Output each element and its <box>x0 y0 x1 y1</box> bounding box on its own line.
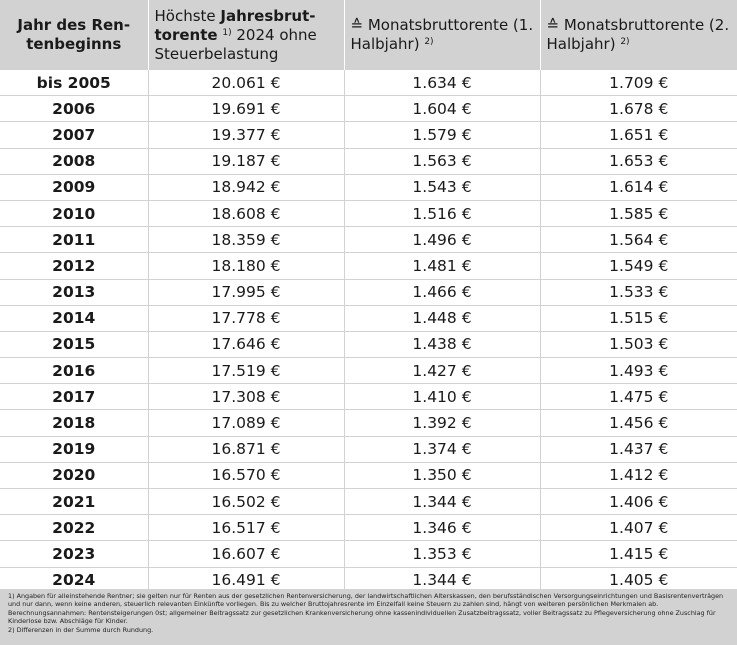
cell-monthly-h1: 1.466 € <box>344 279 540 305</box>
cell-monthly-h1: 1.496 € <box>344 227 540 253</box>
table-row <box>0 148 737 174</box>
cell-year: 2016 <box>0 358 148 384</box>
footnotes <box>0 589 737 645</box>
cell-year: 2014 <box>0 305 148 331</box>
cell-monthly-h1: 1.634 € <box>344 70 540 96</box>
cell-year: 2012 <box>0 253 148 279</box>
header-monthly-h1-label: ≙ Monatsbruttorente (1. Halbjahr) <box>350 16 534 53</box>
table-row <box>0 70 737 96</box>
table-header-row <box>0 0 737 70</box>
cell-monthly-h2: 1.653 € <box>540 148 737 174</box>
cell-monthly-h2: 1.585 € <box>540 200 737 226</box>
cell-year: 2015 <box>0 331 148 357</box>
cell-monthly-h2: 1.415 € <box>540 541 737 567</box>
cell-year: 2007 <box>0 122 148 148</box>
table-row <box>0 331 737 357</box>
cell-monthly-h1: 1.353 € <box>344 541 540 567</box>
table-row <box>0 541 737 567</box>
header-annual-pension <box>148 0 344 70</box>
cell-monthly-h2: 1.533 € <box>540 279 737 305</box>
cell-monthly-h2: 1.437 € <box>540 436 737 462</box>
cell-year: 2021 <box>0 489 148 515</box>
cell-monthly-h2: 1.475 € <box>540 384 737 410</box>
header-annual-pre: Höchste <box>154 6 221 25</box>
cell-monthly-h1: 1.516 € <box>344 200 540 226</box>
cell-monthly-h2: 1.406 € <box>540 489 737 515</box>
cell-monthly-h1: 1.410 € <box>344 384 540 410</box>
cell-annual: 17.519 € <box>148 358 344 384</box>
table-row <box>0 305 737 331</box>
cell-annual: 18.359 € <box>148 227 344 253</box>
header-annual-sup: 1) <box>222 27 232 38</box>
cell-annual: 18.942 € <box>148 174 344 200</box>
cell-year: 2013 <box>0 279 148 305</box>
footnote-2: 2) Differenzen in der Summe durch Rundung. <box>8 625 154 634</box>
table-row <box>0 358 737 384</box>
cell-monthly-h1: 1.579 € <box>344 122 540 148</box>
cell-year: 2011 <box>0 227 148 253</box>
cell-monthly-h2: 1.549 € <box>540 253 737 279</box>
cell-monthly-h2: 1.407 € <box>540 515 737 541</box>
table-row <box>0 410 737 436</box>
cell-year: bis 2005 <box>0 70 148 96</box>
cell-monthly-h1: 1.392 € <box>344 410 540 436</box>
cell-monthly-h2: 1.564 € <box>540 227 737 253</box>
header-monthly-h1 <box>344 0 540 70</box>
footnote-1: 1) Angaben für alleinstehende Rentner; sie gelten nur für Renten aus der gesetzlichen Rentenversicherung, der landwirtschaftlichen Alterskassen, den berufsständischen Versorgungseinrichtungen und Basisrentenverträgen und nur dann, wenn keine anderen, steuerlich relevanten Einkünfte vorliegen. Bis zu welcher Bruttojahresrente im Einzelfall keine Steuern zu zahlen sind, hängt von weiteren persönlichen Merkmalen ab. Berechnungsannahmen: Rentensteigerungen 0st; allgemeiner Beitragssatz zur gesetzlichen Krankenversicherung ohne kassenindividuellen Zusatzbeitragssatz, voller Beitragssatz zu Pflegeversicherung ohne Zuschlag für Kinderlose bzw. Abschläge für Kinder. <box>8 592 724 626</box>
table-row <box>0 96 737 122</box>
cell-monthly-h1: 1.344 € <box>344 489 540 515</box>
cell-annual: 16.871 € <box>148 436 344 462</box>
cell-monthly-h1: 1.481 € <box>344 253 540 279</box>
cell-monthly-h1: 1.427 € <box>344 358 540 384</box>
cell-year: 2006 <box>0 96 148 122</box>
table-row <box>0 489 737 515</box>
cell-monthly-h2: 1.678 € <box>540 96 737 122</box>
header-monthly-h2-label: ≙ Monatsbruttorente (2. Halbjahr) <box>546 16 730 53</box>
cell-monthly-h1: 1.563 € <box>344 148 540 174</box>
table-row <box>0 279 737 305</box>
cell-annual: 19.377 € <box>148 122 344 148</box>
cell-annual: 17.995 € <box>148 279 344 305</box>
cell-annual: 17.646 € <box>148 331 344 357</box>
cell-monthly-h1: 1.350 € <box>344 462 540 488</box>
cell-monthly-h2: 1.405 € <box>540 567 737 593</box>
table-row <box>0 384 737 410</box>
cell-monthly-h1: 1.604 € <box>344 96 540 122</box>
cell-monthly-h2: 1.651 € <box>540 122 737 148</box>
cell-year: 2017 <box>0 384 148 410</box>
cell-year: 2020 <box>0 462 148 488</box>
cell-annual: 17.778 € <box>148 305 344 331</box>
cell-annual: 16.491 € <box>148 567 344 593</box>
cell-year: 2022 <box>0 515 148 541</box>
cell-monthly-h1: 1.448 € <box>344 305 540 331</box>
cell-monthly-h1: 1.346 € <box>344 515 540 541</box>
table-row <box>0 200 737 226</box>
cell-year: 2023 <box>0 541 148 567</box>
cell-monthly-h2: 1.412 € <box>540 462 737 488</box>
table-row <box>0 436 737 462</box>
cell-monthly-h2: 1.503 € <box>540 331 737 357</box>
cell-year: 2019 <box>0 436 148 462</box>
header-monthly-h2 <box>540 0 737 70</box>
cell-monthly-h2: 1.493 € <box>540 358 737 384</box>
table-row <box>0 227 737 253</box>
cell-annual: 19.187 € <box>148 148 344 174</box>
cell-annual: 16.502 € <box>148 489 344 515</box>
header-year: Jahr des Ren-tenbeginns <box>0 0 148 70</box>
header-monthly-h1-sup: 2) <box>424 37 434 47</box>
cell-annual: 16.570 € <box>148 462 344 488</box>
cell-year: 2018 <box>0 410 148 436</box>
table-row <box>0 515 737 541</box>
cell-monthly-h1: 1.438 € <box>344 331 540 357</box>
cell-monthly-h1: 1.374 € <box>344 436 540 462</box>
cell-annual: 16.517 € <box>148 515 344 541</box>
cell-annual: 16.607 € <box>148 541 344 567</box>
cell-monthly-h1: 1.543 € <box>344 174 540 200</box>
header-monthly-h2-sup: 2) <box>620 37 630 47</box>
table-row <box>0 122 737 148</box>
cell-year: 2008 <box>0 148 148 174</box>
cell-year: 2024 <box>0 567 148 593</box>
cell-annual: 18.180 € <box>148 253 344 279</box>
header-annual-post: 2024 ohne Steuerbelastung <box>154 25 317 63</box>
header-annual-bold: Jahresbrut-torente <box>154 6 316 44</box>
cell-annual: 17.308 € <box>148 384 344 410</box>
cell-year: 2009 <box>0 174 148 200</box>
cell-monthly-h2: 1.456 € <box>540 410 737 436</box>
cell-monthly-h2: 1.614 € <box>540 174 737 200</box>
cell-annual: 17.089 € <box>148 410 344 436</box>
cell-monthly-h1: 1.344 € <box>344 567 540 593</box>
table-row <box>0 253 737 279</box>
table-row <box>0 174 737 200</box>
table-row <box>0 462 737 488</box>
cell-monthly-h2: 1.709 € <box>540 70 737 96</box>
cell-year: 2010 <box>0 200 148 226</box>
cell-monthly-h2: 1.515 € <box>540 305 737 331</box>
cell-annual: 19.691 € <box>148 96 344 122</box>
cell-annual: 18.608 € <box>148 200 344 226</box>
cell-annual: 20.061 € <box>148 70 344 96</box>
